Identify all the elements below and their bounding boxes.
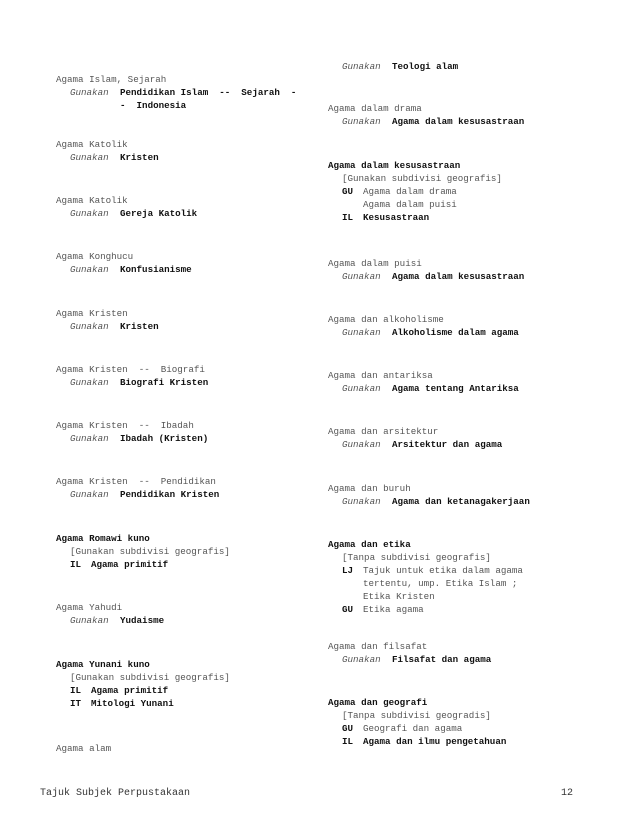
relation-tag: IL <box>342 212 354 223</box>
relation-note <box>363 564 523 603</box>
entry-agama-alam <box>56 742 306 755</box>
see-label: Gunakan <box>342 271 381 282</box>
relation-term: Agama dan ilmu pengetahuan <box>363 736 507 747</box>
entry-agama-yahudi <box>56 601 306 627</box>
see-target-line-1: Pendidikan Islam -- Sejarah - <box>120 87 297 98</box>
see-label: Gunakan <box>70 264 109 275</box>
entry-heading: Agama Katolik <box>56 195 128 206</box>
entry-agama-dalam-drama <box>328 102 618 128</box>
see-reference <box>56 614 306 627</box>
see-reference <box>328 653 618 666</box>
see-reference <box>56 320 306 333</box>
see-target: Konfusianisme <box>120 264 192 275</box>
see-label: Gunakan <box>70 377 109 388</box>
relation-term: Geografi dan agama <box>363 723 463 734</box>
relation-row <box>56 697 306 710</box>
see-label: Gunakan <box>342 439 381 450</box>
see-target: Kristen <box>120 152 159 163</box>
see-label: Gunakan <box>70 321 109 332</box>
entry-agama-dan-alkoholisme <box>328 313 618 339</box>
relation-tag: IL <box>70 685 82 696</box>
relation-tag: IL <box>342 736 354 747</box>
relation-note-line-2: tertentu, ump. Etika Islam ; <box>363 578 518 589</box>
see-target <box>120 86 296 112</box>
see-reference <box>328 270 618 283</box>
relation-term: Kesusastraan <box>363 212 430 223</box>
relation-row <box>328 564 618 603</box>
see-reference <box>328 326 618 339</box>
see-target: Agama dan ketanagakerjaan <box>392 496 530 507</box>
entry-agama-dan-antariksa <box>328 369 618 395</box>
scope-note: [Tanpa subdivisi geogradis] <box>342 710 491 721</box>
relation-row <box>328 722 618 735</box>
entry-heading: Agama dan arsitektur <box>328 426 439 437</box>
entry-agama-kristen-ibadah <box>56 419 306 445</box>
see-target: Filsafat dan agama <box>392 654 492 665</box>
relation-term: Agama primitif <box>91 685 169 696</box>
entry-agama-konghucu <box>56 250 306 276</box>
see-reference <box>56 376 306 389</box>
entry-heading: Agama dan filsafat <box>328 641 428 652</box>
see-target: Alkoholisme dalam agama <box>392 327 519 338</box>
page-number: 12 <box>561 788 574 799</box>
relation-row <box>56 684 306 697</box>
entry-heading: Agama Yahudi <box>56 602 123 613</box>
entry-heading: Agama dan etika <box>328 539 411 550</box>
entry-heading: Agama Romawi kuno <box>56 533 150 544</box>
see-target: Pendidikan Kristen <box>120 489 220 500</box>
see-target: Ibadah (Kristen) <box>120 433 209 444</box>
see-label: Gunakan <box>342 383 381 394</box>
see-reference <box>56 86 306 112</box>
see-target: Gereja Katolik <box>120 208 198 219</box>
relation-row <box>328 185 618 198</box>
see-reference <box>328 438 618 451</box>
entry-agama-katolik-2 <box>56 194 306 220</box>
entry-heading: Agama Kristen -- Ibadah <box>56 420 194 431</box>
relation-note-line-3: Etika Kristen <box>363 591 435 602</box>
entry-heading: Agama alam <box>56 743 112 754</box>
see-reference <box>328 495 618 508</box>
see-reference <box>328 382 618 395</box>
entry-heading: Agama dan buruh <box>328 483 411 494</box>
see-reference <box>56 488 306 501</box>
see-label: Gunakan <box>70 87 109 98</box>
entry-heading: Agama Kristen -- Biografi <box>56 364 205 375</box>
scope-note: [Gunakan subdivisi geografis] <box>70 672 230 683</box>
see-reference <box>56 151 306 164</box>
see-label: Gunakan <box>342 496 381 507</box>
entry-heading: Agama Konghucu <box>56 251 134 262</box>
see-target: Biografi Kristen <box>120 377 209 388</box>
entry-heading: Agama dan antariksa <box>328 370 433 381</box>
see-reference <box>328 60 618 73</box>
see-label: Gunakan <box>70 208 109 219</box>
entry-heading: Agama Katolik <box>56 139 128 150</box>
see-target: Agama tentang Antariksa <box>392 383 519 394</box>
entry-agama-romawi-kuno <box>56 532 306 571</box>
relation-term: Etika agama <box>363 604 424 615</box>
entry-agama-dalam-puisi <box>328 257 618 283</box>
see-target: Agama dalam kesusastraan <box>392 271 525 282</box>
see-label: Gunakan <box>342 327 381 338</box>
entry-heading: Agama Kristen -- Pendidikan <box>56 476 216 487</box>
relation-tag: IT <box>70 698 82 709</box>
relation-row <box>56 558 306 571</box>
entry-agama-islam-sejarah <box>56 73 306 112</box>
relation-term: Agama dalam drama <box>363 186 457 197</box>
see-target: Yudaisme <box>120 615 165 626</box>
entry-heading: Agama dalam puisi <box>328 258 422 269</box>
see-target: Agama dalam kesusastraan <box>392 116 525 127</box>
entry-agama-kristen <box>56 307 306 333</box>
relation-term: Mitologi Yunani <box>91 698 174 709</box>
see-label: Gunakan <box>70 152 109 163</box>
see-target: Kristen <box>120 321 159 332</box>
relation-term: Agama primitif <box>91 559 169 570</box>
relation-tag: GU <box>342 186 354 197</box>
see-label: Gunakan <box>342 654 381 665</box>
entry-agama-dalam-kesusastraan <box>328 159 618 224</box>
relation-row <box>328 735 618 748</box>
entry-agama-kristen-pendidikan <box>56 475 306 501</box>
entry-heading: Agama dalam drama <box>328 103 422 114</box>
entry-agama-dan-buruh <box>328 482 618 508</box>
see-target: Arsitektur dan agama <box>392 439 503 450</box>
see-label: Gunakan <box>342 116 381 127</box>
entry-heading: Agama Yunani kuno <box>56 659 150 670</box>
entry-agama-alam-continued <box>328 60 618 73</box>
see-reference <box>328 115 618 128</box>
entry-agama-dan-etika <box>328 538 618 616</box>
relation-row <box>328 603 618 616</box>
see-target: Teologi alam <box>392 61 459 72</box>
entry-agama-yunani-kuno <box>56 658 306 710</box>
entry-agama-dan-filsafat <box>328 640 618 666</box>
see-label: Gunakan <box>70 433 109 444</box>
see-label: Gunakan <box>70 489 109 500</box>
relation-tag: GU <box>342 604 354 615</box>
see-label: Gunakan <box>342 61 381 72</box>
scope-note: [Gunakan subdivisi geografis] <box>70 546 230 557</box>
see-reference <box>56 432 306 445</box>
relation-tag: GU <box>342 723 354 734</box>
entry-agama-katolik-1 <box>56 138 306 164</box>
entry-heading: Agama dan geografi <box>328 697 428 708</box>
see-label: Gunakan <box>70 615 109 626</box>
entry-heading: Agama dalam kesusastraan <box>328 160 461 171</box>
entry-heading: Agama Kristen <box>56 308 128 319</box>
relation-tag: IL <box>70 559 82 570</box>
scope-note: [Gunakan subdivisi geografis] <box>342 173 502 184</box>
entry-agama-kristen-biografi <box>56 363 306 389</box>
see-reference <box>56 263 306 276</box>
entry-agama-dan-geografi <box>328 696 618 748</box>
entry-agama-dan-arsitektur <box>328 425 618 451</box>
scope-note: [Tanpa subdivisi geografis] <box>342 552 491 563</box>
see-reference <box>56 207 306 220</box>
relation-row <box>328 211 618 224</box>
relation-note-line-1: Tajuk untuk etika dalam agama <box>363 565 523 576</box>
see-target-line-2: - Indonesia <box>120 100 187 111</box>
relation-tag: LJ <box>342 565 354 576</box>
footer-title: Tajuk Subjek Perpustakaan <box>40 788 191 799</box>
entry-heading: Agama Islam, Sejarah <box>56 74 167 85</box>
relation-term-continued: Agama dalam puisi <box>363 199 457 210</box>
entry-heading: Agama dan alkoholisme <box>328 314 444 325</box>
